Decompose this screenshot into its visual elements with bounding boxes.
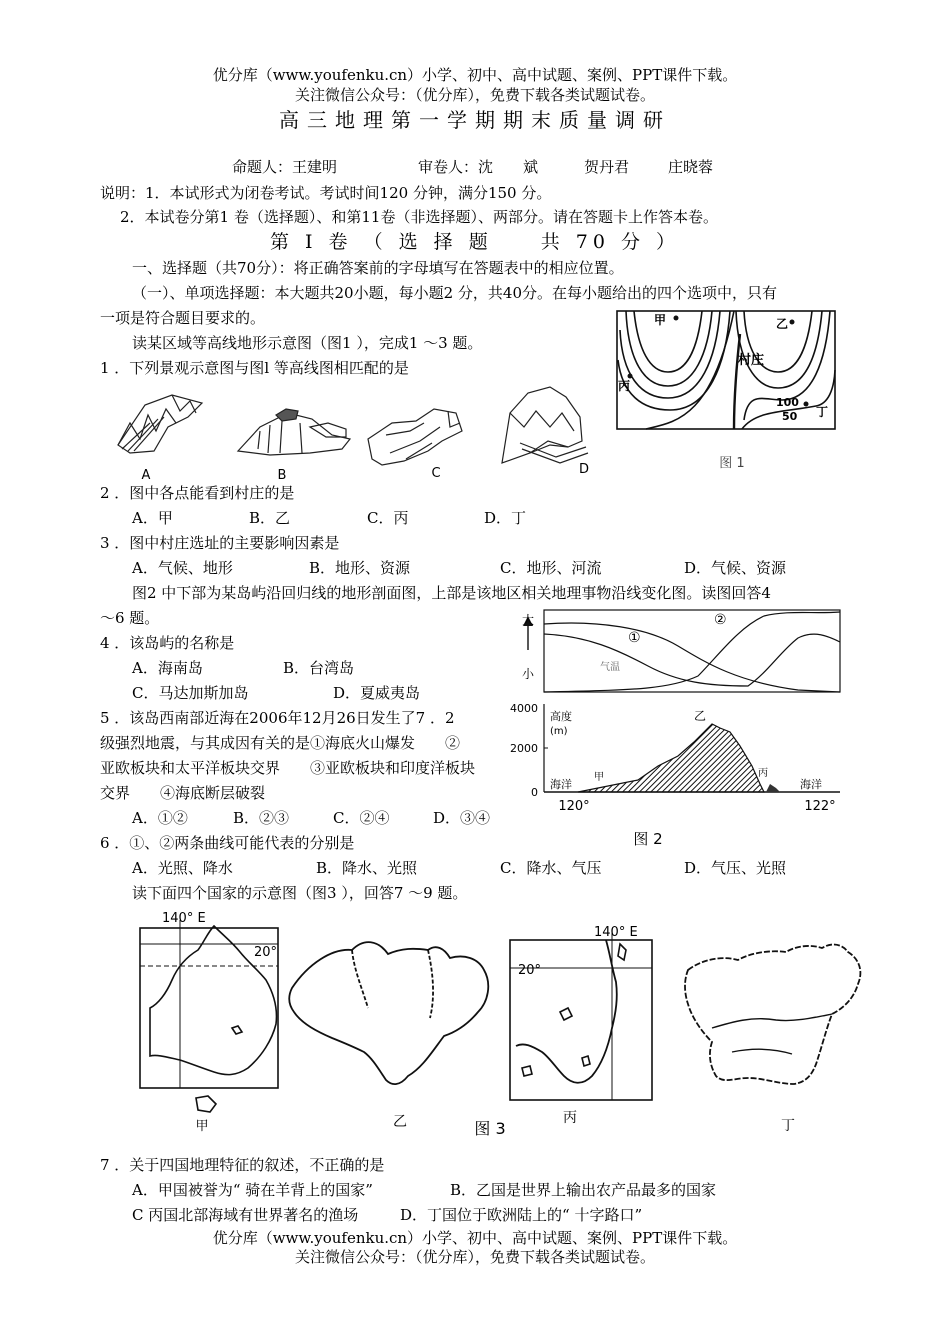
fig1-label-yi: 乙 bbox=[776, 317, 789, 331]
q5-option-c: C．②④ bbox=[333, 809, 390, 827]
fig2-label-small: 小 bbox=[522, 667, 535, 681]
q3-option-c: C．地形、河流 bbox=[500, 559, 602, 577]
fig1-contour-100: 100 bbox=[776, 396, 799, 409]
fig2-label-yi: 乙 bbox=[694, 709, 707, 723]
map-yi bbox=[289, 942, 488, 1084]
fig2-label-big: 大 bbox=[522, 613, 535, 627]
figure-1-contour-map bbox=[616, 310, 836, 472]
note-1: 说明：1．本试形式为闭卷考试。考试时间120 分钟，满分150 分。 bbox=[100, 184, 552, 202]
q2-option-c: C．丙 bbox=[367, 509, 409, 527]
fig3-lon-1: 140° E bbox=[162, 911, 206, 926]
section-title: 第 Ⅰ 卷 （ 选 择 题 共 70 分 ） bbox=[269, 231, 681, 253]
fig3-name-jia: 甲 bbox=[195, 1119, 209, 1134]
question-5-line-3: 亚欧板块和太平洋板块交界 ③亚欧板块和印度洋板块 bbox=[100, 759, 476, 777]
q3-option-b: B．地形、资源 bbox=[309, 559, 411, 577]
q7-option-d: D．丁国位于欧洲陆上的“ 十字路口” bbox=[400, 1206, 643, 1224]
fig2-curve-2: ② bbox=[714, 612, 727, 628]
q2-option-b: B．乙 bbox=[249, 509, 291, 527]
q6-option-b: B．降水、光照 bbox=[316, 859, 418, 877]
q1-landscape-sketches bbox=[110, 383, 600, 483]
q7-option-c: C 丙国北部海域有世界著名的渔场 bbox=[132, 1206, 359, 1224]
read-fig1: 读某区域等高线地形示意图（图1 ），完成1 ～3 题。 bbox=[132, 334, 483, 352]
sketch-b bbox=[238, 409, 350, 455]
q7-option-b: B．乙国是世界上输出农产品最多的国家 bbox=[450, 1181, 717, 1199]
header-line-1: 优分库（www.youfenku.cn）小学、初中、高中试题、案例、PPT课件下载。 bbox=[212, 66, 738, 84]
fig2-label-jia: 甲 bbox=[594, 772, 604, 783]
fig3-lat-2: 20° bbox=[518, 963, 542, 978]
fig2-curve-1: ① bbox=[628, 630, 641, 646]
setter: 命题人：王建明 bbox=[232, 158, 338, 176]
read-fig2-line-1: 图2 中下部为某岛屿沿回归线的地形剖面图，上部是该地区相关地理事物沿线变化图。读图回答4 bbox=[132, 584, 771, 602]
q6-option-a: A．光照、降水 bbox=[132, 859, 233, 877]
q5-option-a: A．①② bbox=[132, 809, 188, 827]
fig2-y-0: 0 bbox=[531, 786, 538, 799]
fig1-label-village: 村庄 bbox=[738, 353, 765, 368]
q5-option-b: B．②③ bbox=[233, 809, 290, 827]
map-bing bbox=[510, 932, 652, 1100]
fig2-height-label: 高度 bbox=[550, 710, 572, 723]
part-1a-line-1: （一）、单项选择题：本大题共20小题，每小题2 分，共40分。在每小题给出的四个选项中，只有 bbox=[132, 284, 777, 302]
note-2: 2．本试卷分第1 卷（选择题）、和第11卷（非选择题）、两部分。请在答题卡上作答本卷。 bbox=[120, 208, 718, 226]
fig2-x-120: 120° bbox=[558, 799, 590, 814]
fig1-label-ding: 丁 bbox=[816, 405, 829, 419]
fig2-x-122: 122° bbox=[804, 799, 836, 814]
fig2-caption: 图 2 bbox=[633, 830, 663, 848]
question-7: 7 ．关于四国地理特征的叙述，不正确的是 bbox=[100, 1156, 385, 1174]
q3-option-d: D．气候、资源 bbox=[684, 559, 787, 577]
fig2-label-bing: 丙 bbox=[758, 768, 768, 779]
fig1-caption: 图 1 bbox=[719, 456, 745, 471]
q4-option-b: B．台湾岛 bbox=[283, 659, 355, 677]
q2-option-a: A．甲 bbox=[132, 509, 173, 527]
map-ding bbox=[685, 945, 860, 1084]
fig3-name-ding: 丁 bbox=[781, 1118, 795, 1134]
fig3-name-yi: 乙 bbox=[393, 1114, 407, 1130]
q2-option-d: D．丁 bbox=[484, 509, 527, 527]
fig2-y-2000: 2000 bbox=[510, 742, 538, 755]
question-5-line-4: 交界 ④海底断层破裂 bbox=[100, 784, 266, 802]
sketch-d bbox=[502, 387, 588, 463]
fig2-sea-left: 海洋 bbox=[550, 778, 572, 791]
q1-option-b: B bbox=[277, 468, 287, 483]
q4-option-a: A．海南岛 bbox=[132, 659, 203, 677]
footer-line-2: 关注微信公众号：（优分库），免费下载各类试题试卷。 bbox=[294, 1248, 655, 1266]
read-fig3: 读下面四个国家的示意图（图3 ），回答7 ～9 题。 bbox=[132, 884, 468, 902]
q1-option-a: A bbox=[141, 468, 151, 483]
fig2-label-qiwen: 气温 bbox=[600, 662, 620, 673]
footer-line-1: 优分库（www.youfenku.cn）小学、初中、高中试题、案例、PPT课件下载。 bbox=[212, 1229, 738, 1247]
figure-3-countries bbox=[132, 908, 872, 1148]
part-1a-line-2: 一项是符合题目要求的。 bbox=[100, 309, 266, 327]
q4-option-d: D．夏威夷岛 bbox=[333, 684, 421, 702]
question-3: 3 ．图中村庄选址的主要影响因素是 bbox=[100, 534, 340, 552]
fig3-lon-2: 140° E bbox=[594, 925, 638, 940]
question-2: 2 ．图中各点能看到村庄的是 bbox=[100, 484, 295, 502]
q3-option-a: A．气候、地形 bbox=[132, 559, 233, 577]
reviewer: 审卷人：沈 斌 bbox=[418, 158, 539, 176]
part-1-instructions: 一、选择题（共70分）：将正确答案前的字母填写在答题表中的相应位置。 bbox=[132, 259, 624, 277]
question-4: 4 ．该岛屿的名称是 bbox=[100, 634, 235, 652]
figure-2-profile bbox=[508, 606, 844, 850]
fig1-contour-50: 50 bbox=[782, 410, 798, 423]
question-6: 6 ．①、②两条曲线可能代表的分别是 bbox=[100, 834, 355, 852]
q4-option-c: C．马达加斯加岛 bbox=[132, 684, 249, 702]
fig2-y-4000: 4000 bbox=[510, 702, 538, 715]
question-5-line-1: 5 ．该岛西南部近海在2006年12月26日发生了7 ．2 bbox=[100, 709, 455, 727]
q1-option-c: C bbox=[431, 466, 441, 481]
reviewer-3: 庄晓蓉 bbox=[668, 158, 714, 176]
read-fig2-line-2: ～6 题。 bbox=[100, 609, 160, 627]
question-1: 1 ．下列景观示意图与图l 等高线图相匹配的是 bbox=[100, 359, 409, 377]
q7-option-a: A．甲国被誉为“ 骑在羊背上的国家” bbox=[132, 1181, 373, 1199]
q6-option-c: C．降水、气压 bbox=[500, 859, 602, 877]
fig2-sea-right: 海洋 bbox=[800, 778, 822, 791]
page-title: 高三地理第一学期期末质量调研 bbox=[279, 108, 671, 132]
fig1-label-jia: 甲 bbox=[654, 313, 667, 327]
fig2-unit: (m) bbox=[550, 726, 568, 737]
q1-option-d: D bbox=[578, 462, 590, 477]
sketch-a bbox=[118, 395, 202, 453]
fig1-label-bing: 丙 bbox=[618, 379, 631, 393]
reviewer-2: 贺丹君 bbox=[584, 158, 630, 176]
sketch-c bbox=[368, 409, 462, 465]
header-line-2: 关注微信公众号：（优分库），免费下载各类试题试卷。 bbox=[294, 86, 655, 104]
q5-option-d: D．③④ bbox=[433, 809, 491, 827]
question-5-line-2: 级强烈地震，与其成因有关的是①海底火山爆发 ② bbox=[100, 734, 461, 752]
fig3-lat-1: 20° bbox=[254, 945, 278, 960]
fig3-caption: 图 3 bbox=[474, 1119, 506, 1138]
fig3-name-bing: 丙 bbox=[563, 1110, 577, 1126]
q6-option-d: D．气压、光照 bbox=[684, 859, 787, 877]
